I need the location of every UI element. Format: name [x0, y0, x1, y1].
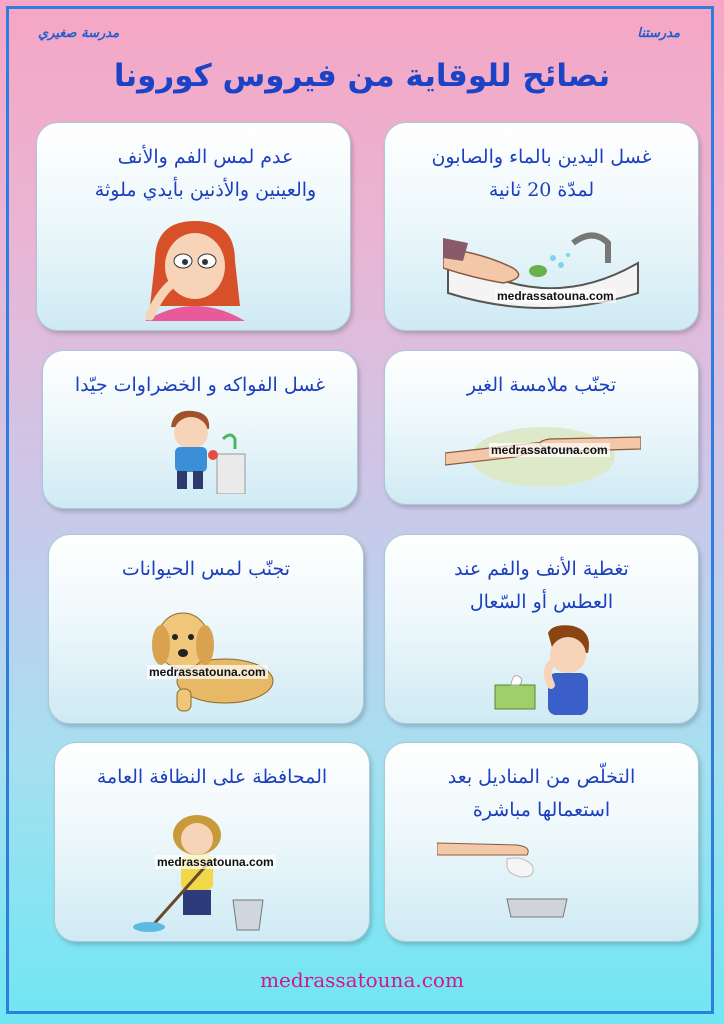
watermark: medrassatouna.com	[157, 855, 274, 869]
tip-card-no-face-touching	[36, 122, 351, 331]
tip-card-dispose-tissues	[384, 742, 699, 942]
page-title: نصائح للوقاية من فيروس كورونا	[113, 58, 611, 94]
tip-card-avoid-animals	[48, 534, 364, 724]
boy-washing-fruit-illustration	[151, 409, 251, 494]
tip-text: المحافظة على النظافة العامة	[96, 766, 328, 788]
tip-text: غسل الفواكه و الخضراوات جيّدا	[74, 374, 326, 396]
tip-card-wash-produce	[42, 350, 358, 509]
tissue-disposal-illustration	[437, 837, 577, 919]
watermark: medrassatouna.com	[491, 443, 608, 457]
girl-touching-face-illustration	[125, 221, 265, 321]
tip-text: غسل اليدين بالماء والصابون لمدّة 20 ثانية	[431, 146, 652, 201]
tip-text: التخلّص من المناديل بعد استعمالها مباشرة	[447, 766, 636, 821]
watermark: medrassatouna.com	[497, 289, 614, 303]
tip-card-public-cleanliness	[54, 742, 370, 942]
girl-mopping-illustration	[113, 815, 283, 933]
footer-website[interactable]: medrassatouna.com	[260, 968, 464, 992]
tip-text: تجنّب لمس الحيوانات	[121, 558, 291, 580]
boy-sneezing-illustration	[493, 623, 603, 715]
watermark: medrassatouna.com	[149, 665, 266, 679]
school-name-left: مدرسة صغيري	[38, 26, 120, 41]
tip-card-cover-sneeze	[384, 534, 699, 724]
tip-text: تغطية الأنف والفم عند العطس أو السّعال	[454, 558, 629, 613]
tip-text: تجنّب ملامسة الغير	[466, 374, 617, 396]
school-name-right: مدرستنا	[637, 26, 680, 41]
hand-washing-illustration	[443, 223, 643, 318]
tip-text: عدم لمس الفم والأنف والعينين والأذنين بأيدي ملوثة	[94, 146, 317, 201]
tip-card-hand-washing	[384, 122, 699, 331]
tip-card-avoid-contact	[384, 350, 699, 505]
dog-illustration	[147, 603, 277, 715]
